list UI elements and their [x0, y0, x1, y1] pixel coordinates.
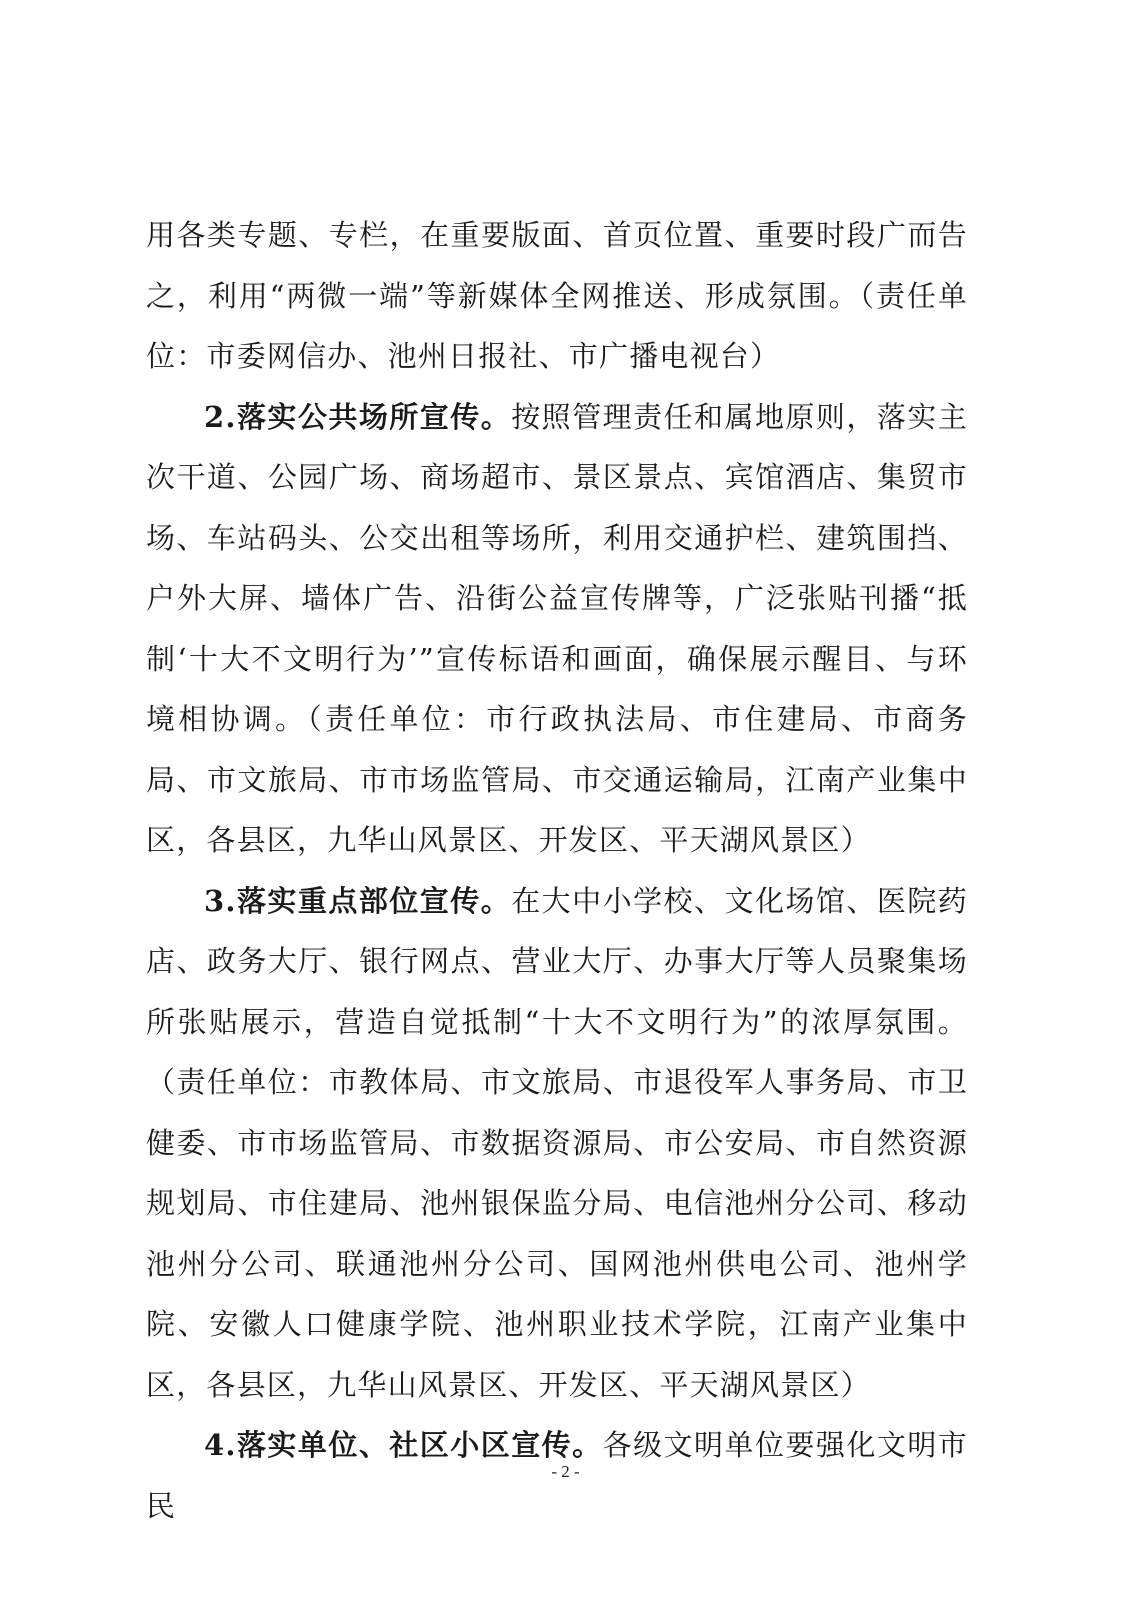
paragraph-heading: 4.落实单位、社区小区宣传。	[204, 1428, 603, 1462]
paragraph-public-places	[146, 387, 968, 871]
page-number: - 2 -	[551, 1462, 580, 1481]
paragraph-continuation	[146, 205, 968, 387]
paragraph-heading: 2.落实公共场所宣传。	[204, 399, 512, 434]
paragraph-heading: 3.落实重点部位宣传。	[204, 883, 512, 918]
paragraph-text: 各级文明单位要强化文明市民	[146, 1428, 968, 1523]
paragraph-text: 在大中小学校、文化场馆、医院药店、政务大厅、银行网点、营业大厅、办事大厅等人员聚集场所张贴展示，营造自觉抵制“十大不文明行为”的浓厚氛围。（责任单位：市教体局、市文旅局、市退役军人事务局、市卫健委、市市场监管局、市数据资源局、市公安局、市自然资源规划局、市住建局、池州银保监分局、电信池州分公司、移动池州分公司、联通池州分公司、国网池州供电公司、池州学院、安徽人口健康学院、池州职业技术学院，江南产业集中区，各县区，九华山风景区、开发区、平天湖风景区）	[146, 883, 968, 1402]
paragraph-text: 用各类专题、专栏，在重要版面、首页位置、重要时段广而告之，利用“两微一端”等新媒体全网推送、形成氛围。（责任单位：市委网信办、池州日报社、市广播电视台）	[146, 218, 968, 373]
paragraph-text: 按照管理责任和属地原则，落实主次干道、公园广场、商场超市、景区景点、宾馆酒店、集贸市场、车站码头、公交出租等场所，利用交通护栏、建筑围挡、户外大屏、墙体广告、沿街公益宣传牌等，广泛张贴刊播“抵制‘十大不文明行为’”宣传标语和画面，确保展示醒目、与环境相协调。（责任单位：市行政执法局、市住建局、市商务局、市文旅局、市市场监管局、市交通运输局，江南产业集中区，各县区，九华山风景区、开发区、平天湖风景区）	[146, 399, 968, 857]
document-body	[146, 205, 968, 1536]
paragraph-key-locations	[146, 871, 968, 1416]
